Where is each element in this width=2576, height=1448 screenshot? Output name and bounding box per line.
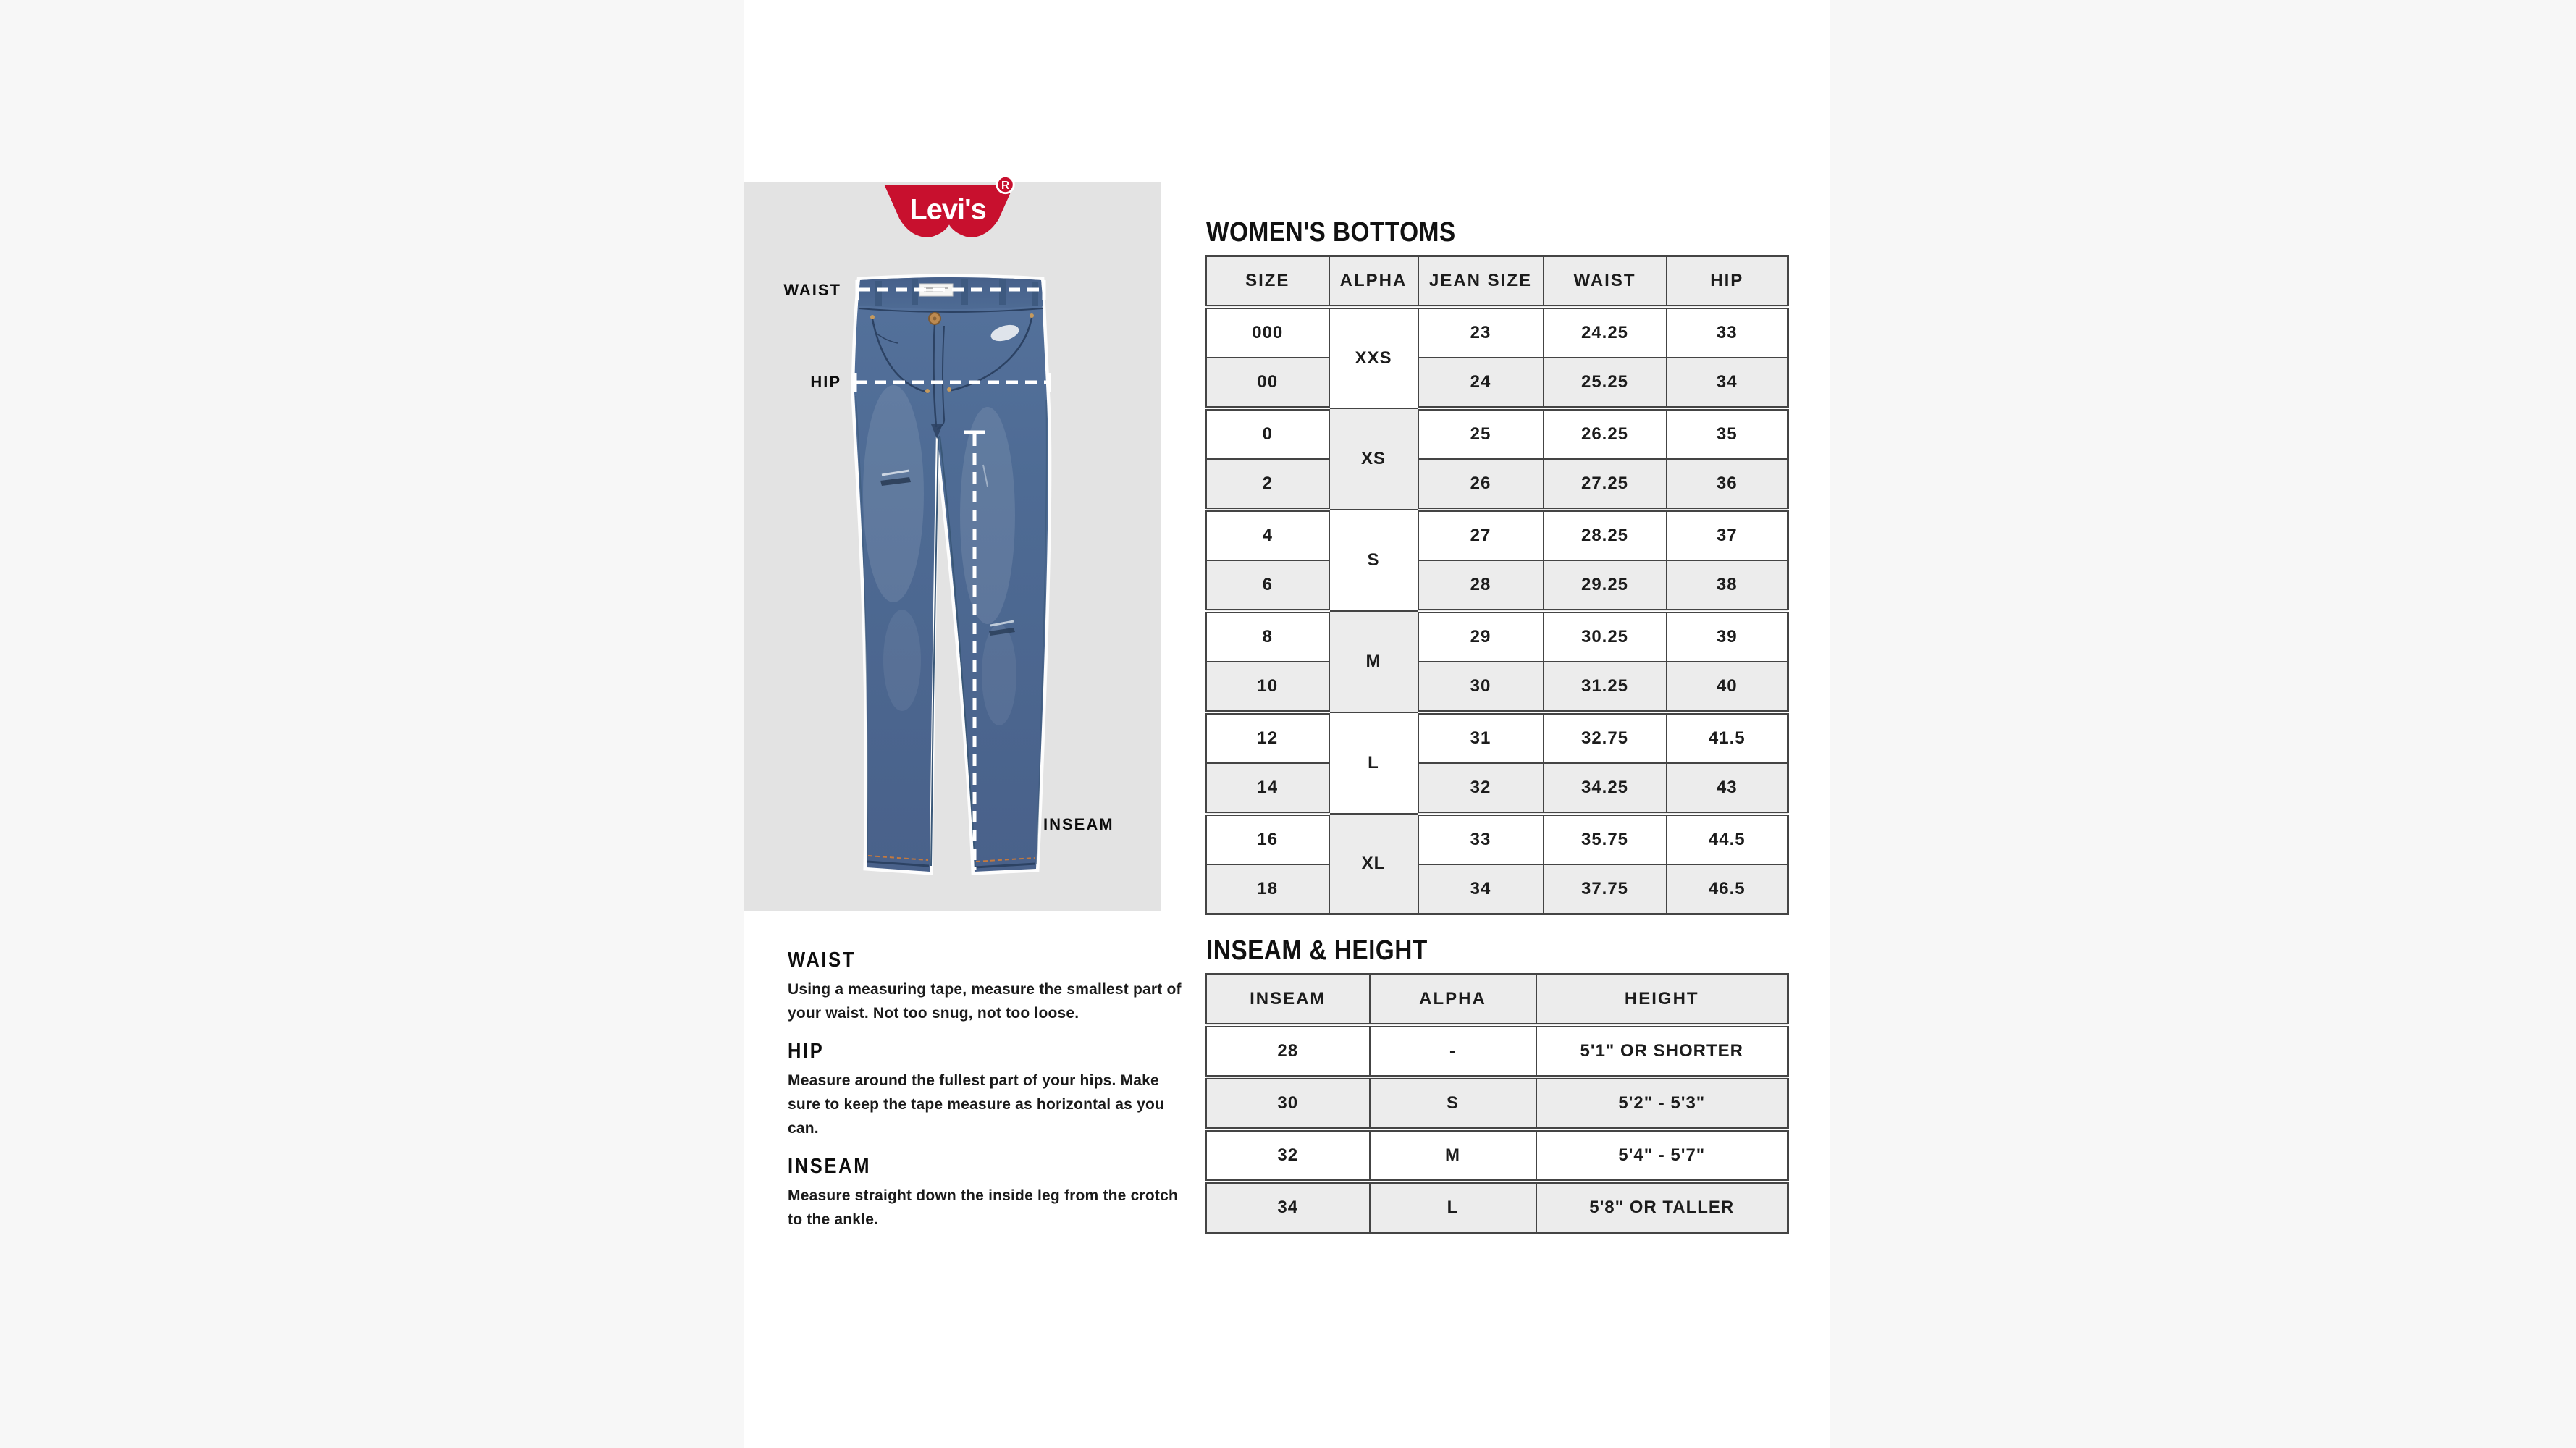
table-cell: 24 [1418,358,1544,408]
instruction-body-inseam: Measure straight down the inside leg from the crotch to the ankle. [788,1187,1178,1228]
table-cell: 31.25 [1544,662,1667,712]
measuring-instructions [788,948,1193,1246]
table-cell: 37.75 [1544,864,1667,914]
table-row [1206,510,1788,560]
inseam-table-title: INSEAM & HEIGHT [1206,935,1428,966]
column-header: JEAN SIZE [1418,256,1544,308]
table-cell: 2 [1206,459,1329,510]
table-cell: 32.75 [1544,712,1667,763]
table-cell: 30 [1206,1077,1370,1129]
inseam-diagram-label: INSEAM [1043,815,1114,833]
table-cell: 44.5 [1667,814,1788,864]
column-header: ALPHA [1370,975,1536,1026]
table-row [1206,814,1788,864]
table-row [1206,712,1788,763]
table-cell: M [1370,1129,1536,1182]
table-cell: 34 [1206,1182,1370,1233]
bottoms-table-body [1206,307,1788,914]
table-cell: S [1370,1077,1536,1129]
instruction-heading-hip: HIP [788,1040,825,1063]
alpha-group-cell: L [1329,712,1418,814]
table-cell: 34 [1418,864,1544,914]
table-cell: 34.25 [1544,763,1667,814]
table-cell: 25 [1418,408,1544,459]
table-cell: 32 [1206,1129,1370,1182]
table-cell: 46.5 [1667,864,1788,914]
table-cell: 33 [1667,307,1788,358]
column-header: ALPHA [1329,256,1418,308]
table-cell: 00 [1206,358,1329,408]
column-header: HIP [1667,256,1788,308]
table-cell: 5'8" OR TALLER [1536,1182,1788,1233]
table-row [1206,1129,1788,1182]
chart-content-area [744,0,1830,1448]
womens-bottoms-size-table [1205,255,1789,915]
table-cell: 39 [1667,611,1788,662]
alpha-group-cell: XS [1329,408,1418,510]
table-cell: 35 [1667,408,1788,459]
table-cell: 30.25 [1544,611,1667,662]
table-cell: 29 [1418,611,1544,662]
table-row [1206,763,1788,814]
table-cell: 25.25 [1544,358,1667,408]
registered-mark: R [1001,179,1010,192]
table-row [1206,662,1788,712]
column-header: SIZE [1206,256,1329,308]
alpha-group-cell: XL [1329,814,1418,914]
table-row [1206,408,1788,459]
table-cell: 31 [1418,712,1544,763]
table-cell: 16 [1206,814,1329,864]
column-header: WAIST [1544,256,1667,308]
table-cell: - [1370,1025,1536,1077]
alpha-group-cell: XXS [1329,307,1418,408]
table-cell: 0 [1206,408,1329,459]
table-row [1206,459,1788,510]
table-cell: 24.25 [1544,307,1667,358]
hip-diagram-label: HIP [810,373,841,391]
table-cell: 41.5 [1667,712,1788,763]
table-cell: 26.25 [1544,408,1667,459]
instruction-heading-inseam: INSEAM [788,1155,872,1178]
waist-diagram-label: WAIST [783,281,841,299]
alpha-group-cell: M [1329,611,1418,712]
table-cell: 36 [1667,459,1788,510]
table-cell: 27.25 [1544,459,1667,510]
column-header: INSEAM [1206,975,1370,1026]
table-cell: 000 [1206,307,1329,358]
table-cell: 27 [1418,510,1544,560]
instruction-body-hip: Measure around the fullest part of your hips. Make sure to keep the tape measure as horizontal as you can. [788,1072,1164,1137]
table-row [1206,1077,1788,1129]
table-cell: 35.75 [1544,814,1667,864]
table-cell: 43 [1667,763,1788,814]
levis-wordmark: Levi's [909,193,986,226]
table-cell: 28 [1418,560,1544,611]
table-cell: 40 [1667,662,1788,712]
table-cell: 23 [1418,307,1544,358]
table-cell: 28 [1206,1025,1370,1077]
inseam-height-table [1205,973,1789,1234]
bottoms-table-header [1206,256,1788,308]
table-cell: 12 [1206,712,1329,763]
table-cell: 38 [1667,560,1788,611]
instruction-body-waist: Using a measuring tape, measure the smallest part of your waist. Not too snug, not too loose. [788,981,1182,1022]
table-row [1206,307,1788,358]
table-row [1206,560,1788,611]
table-cell: 14 [1206,763,1329,814]
table-cell: 34 [1667,358,1788,408]
table-cell: 10 [1206,662,1329,712]
inseam-table-header [1206,975,1788,1026]
bottoms-table-title: WOMEN'S BOTTOMS [1206,217,1456,248]
alpha-group-cell: S [1329,510,1418,611]
table-cell: 33 [1418,814,1544,864]
table-cell: 29.25 [1544,560,1667,611]
table-row [1206,358,1788,408]
levis-logo [879,174,1019,243]
jeans-diagram-panel [744,179,1161,911]
table-cell: 4 [1206,510,1329,560]
table-cell: 30 [1418,662,1544,712]
table-cell: 32 [1418,763,1544,814]
table-cell: 37 [1667,510,1788,560]
table-row [1206,611,1788,662]
instruction-heading-waist: WAIST [788,948,856,972]
table-cell: 8 [1206,611,1329,662]
table-cell: 5'2" - 5'3" [1536,1077,1788,1129]
table-cell: 5'1" OR SHORTER [1536,1025,1788,1077]
table-row [1206,1182,1788,1233]
column-header: HEIGHT [1536,975,1788,1026]
table-row [1206,1025,1788,1077]
table-cell: 28.25 [1544,510,1667,560]
table-cell: 18 [1206,864,1329,914]
table-cell: L [1370,1182,1536,1233]
table-cell: 6 [1206,560,1329,611]
table-header-row [1206,256,1788,308]
table-header-row [1206,975,1788,1026]
inseam-table-body [1206,1025,1788,1233]
table-cell: 5'4" - 5'7" [1536,1129,1788,1182]
table-row [1206,864,1788,914]
table-cell: 26 [1418,459,1544,510]
